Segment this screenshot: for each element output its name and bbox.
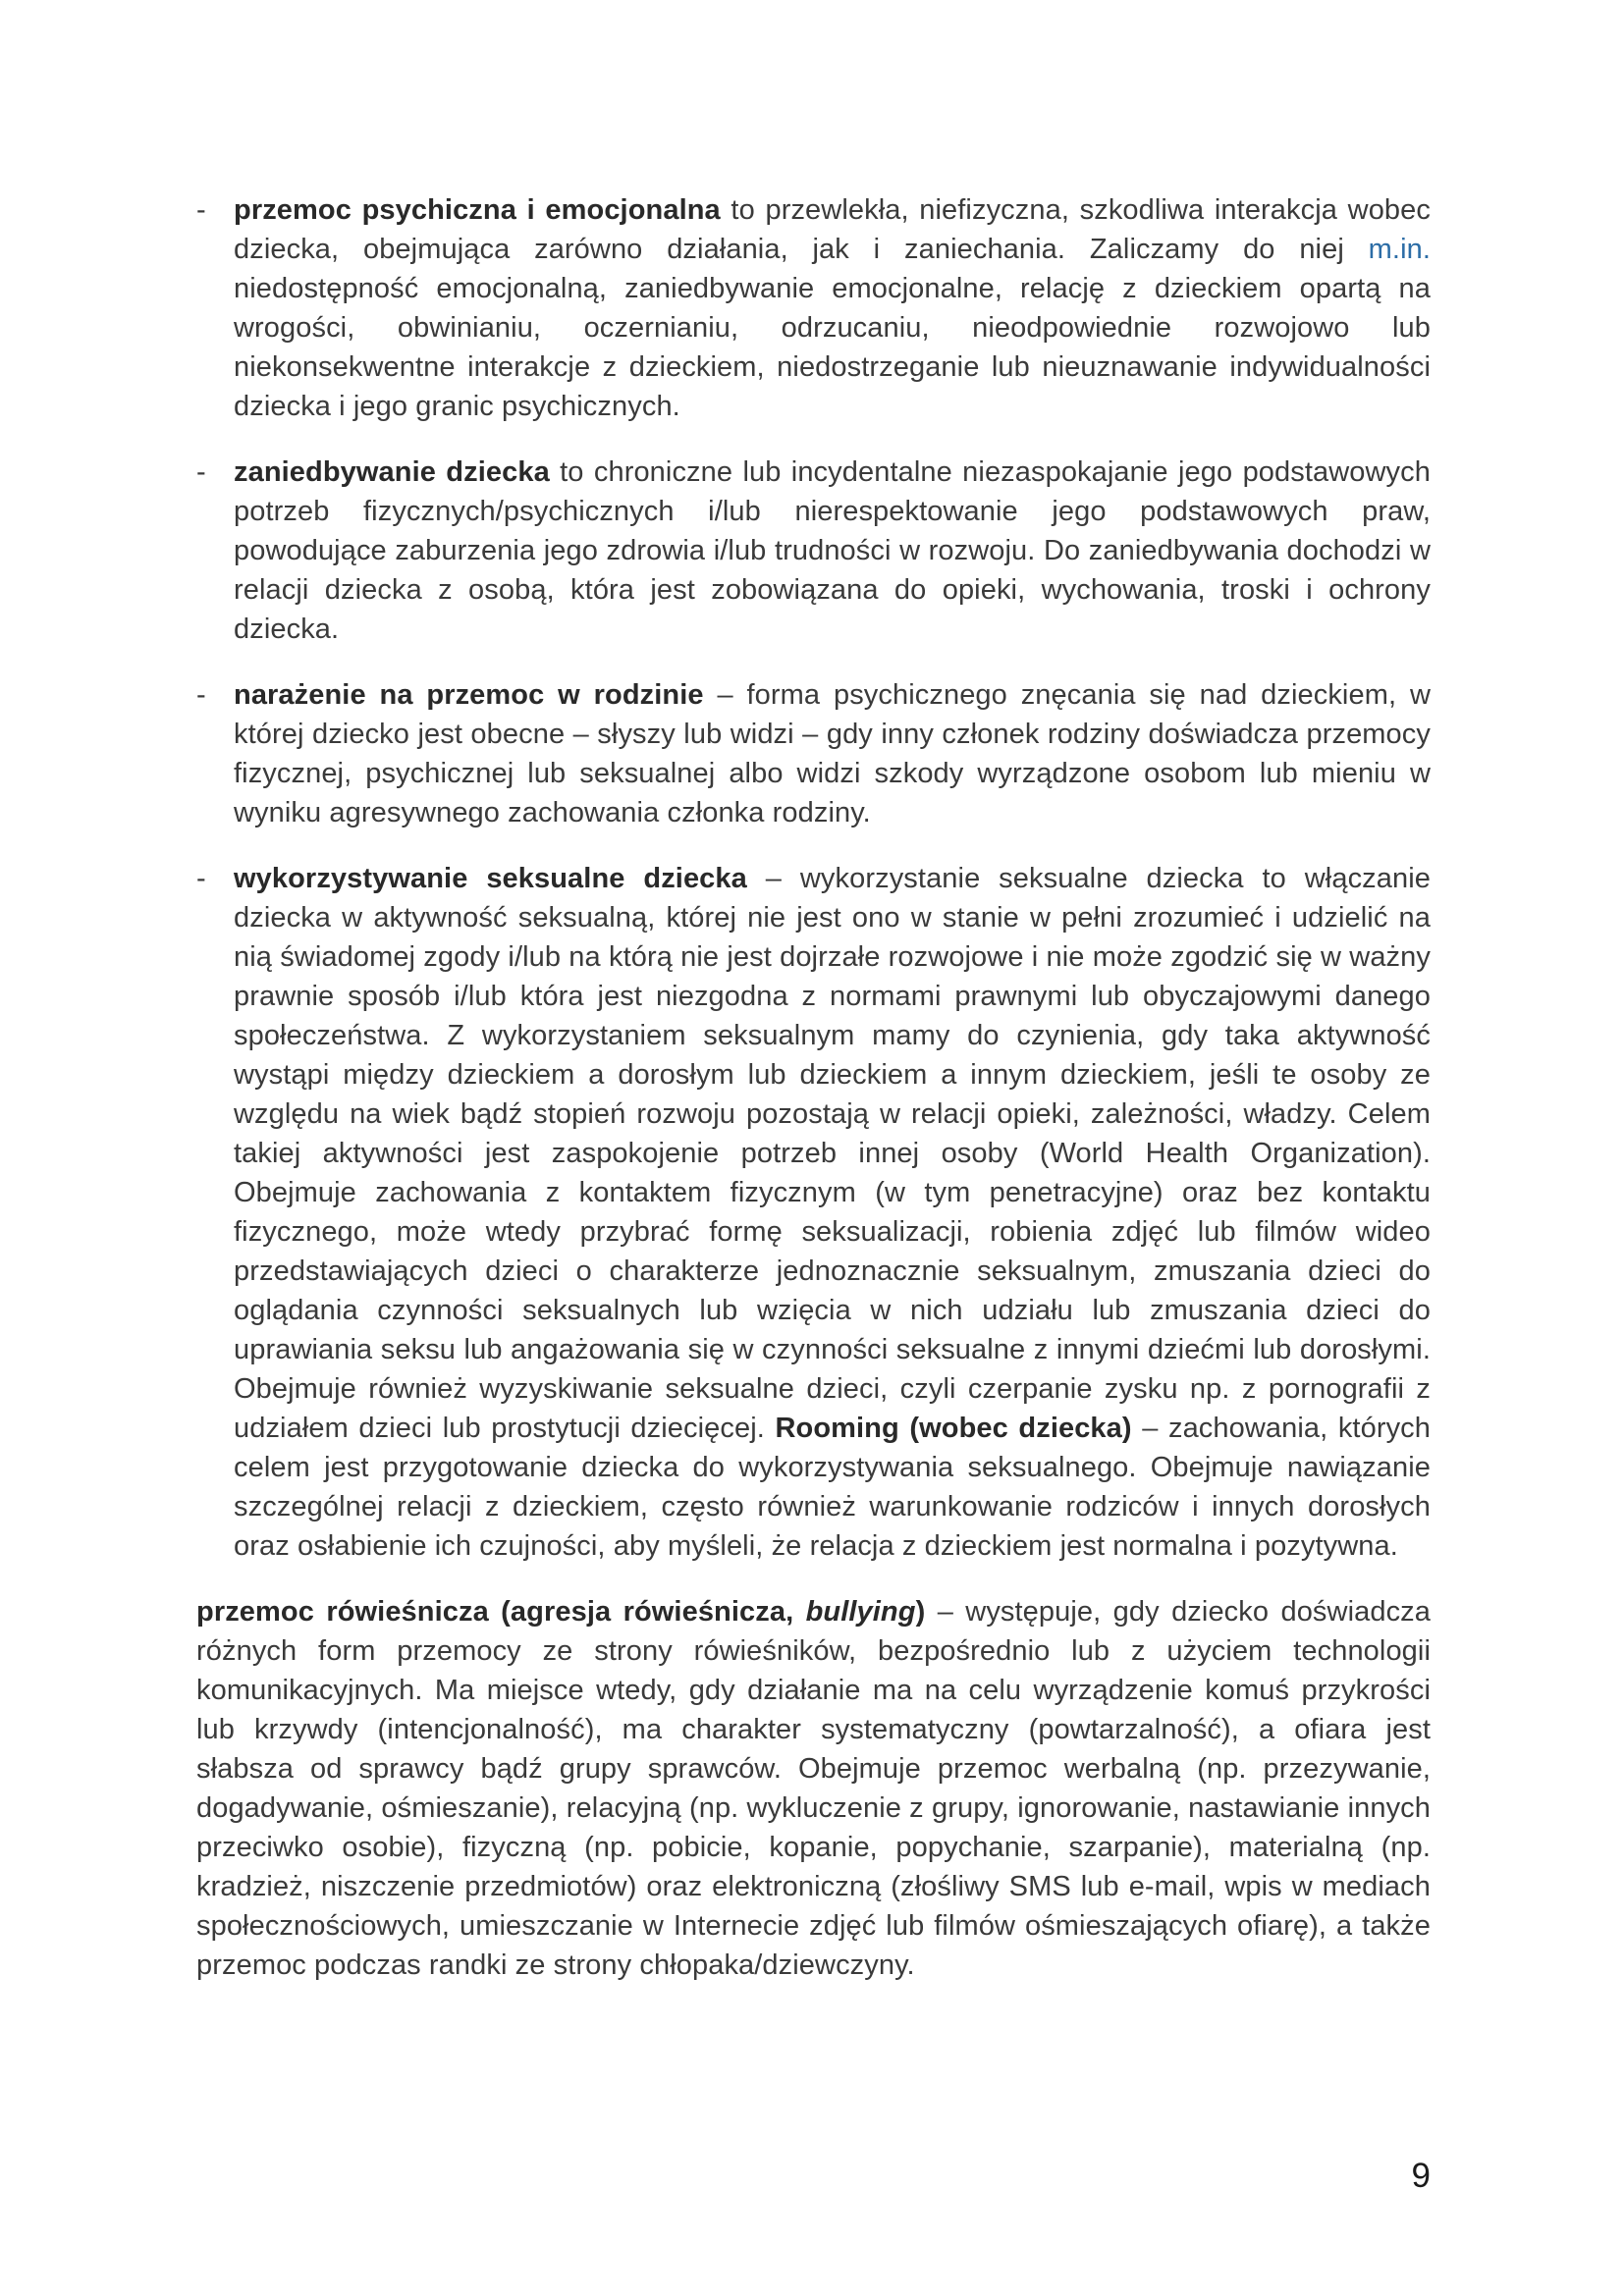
body-text: to przewlekła, niefizyczna, szkodliwa interakcja wobec dziecka, obejmująca zarówno działania, jak i zaniechania. Zaliczamy do niej	[234, 194, 1431, 265]
term-bold: )	[915, 1596, 926, 1628]
body-text: – występuje, gdy dziecko doświadcza różnych form przemocy ze strony rówieśników, bezpośrednio lub z użyciem technologii komunikacyjnych. Ma miejsce wtedy, gdy działanie ma na celu wyrządzenie komuś przykrości lub krzywdy (intencjonalność), ma charakter systematyczny (powtarzalność), a ofiara jest słabsza od sprawcy bądź grupy sprawców. Obejmuje przemoc werbalną (np. przezywanie, dogadywanie, ośmieszanie), relacyjną (np. wykluczenie z grupy, ignorowanie, nastawianie innych przeciwko osobie), fizyczną (np. pobicie, kopanie, popychanie, szarpanie), materialną (np. kradzież, niszczenie przedmiotów) oraz elektroniczną (złośliwy SMS lub e-mail, wpis w mediach społecznościowych, umieszczanie w Internecie zdjęć lub filmów ośmieszających ofiarę), a także przemoc podczas randki ze strony chłopaka/dziewczyny.	[196, 1596, 1431, 1981]
bullet-item-przemoc-psychiczna	[196, 190, 1431, 426]
term-bold: wykorzystywanie seksualne dziecka	[234, 863, 747, 894]
body-text: – forma psychicznego znęcania się nad dzieckiem, w której dziecko jest obecne – słyszy lub widzi – gdy inny członek rodziny doświadcza przemocy fizycznej, psychicznej lub seksualnej albo widzi szkody wyrządzone osobom lub mieniu w wyniku agresywnego zachowania członka rodziny.	[234, 679, 1431, 828]
bullet-dash: -	[196, 456, 206, 488]
bullet-item-narazenie-na-przemoc	[196, 675, 1431, 832]
term-bold-italic-bullying: bullying	[805, 1596, 916, 1628]
body-text: niedostępność emocjonalną, zaniedbywanie emocjonalne, relację z dzieckiem opartą na wrogości, obwinianiu, oczernianiu, odrzucaniu, nieodpowiednie rozwojowo lub niekonsekwentne interakcje z dzieckiem, niedostrzeganie lub nieuznawanie indywidualności dziecka i jego granic psychicznych.	[234, 273, 1431, 422]
paragraph-przemoc-rowiesnicza	[196, 1592, 1431, 1985]
body-text: – wykorzystanie seksualne dziecka to włączanie dziecka w aktywność seksualną, której nie jest ono w stanie w pełni zrozumieć i udzielić na nią świadomej zgody i/lub na którą nie jest dojrzałe rozwojowe i nie może zgodzić się w ważny prawnie sposób i/lub która jest niezgodna z normami prawnymi lub obyczajowymi danego społeczeństwa. Z wykorzystaniem seksualnym mamy do czynienia, gdy taka aktywność wystąpi między dzieckiem a dorosłym lub dzieckiem a innym dzieckiem, jeśli te osoby ze względu na wiek bądź stopień rozwoju pozostają w relacji opieki, zależności, władzy. Celem takiej aktywności jest zaspokojenie potrzeb innej osoby (World Health Organization). Obejmuje zachowania z kontaktem fizycznym (w tym penetracyjne) oraz bez kontaktu fizycznego, może wtedy przybrać formę seksualizacji, robienia zdjęć lub filmów wideo przedstawiających dzieci o charakterze jednoznacznie seksualnym, zmuszania dzieci do oglądania czynności seksualnych lub wzięcia w nich udziału lub zmuszania dzieci do uprawiania seksu lub angażowania się w czynności seksualne z innymi dziećmi lub dorosłymi. Obejmuje również wyzyskiwanie seksualne dzieci, czyli czerpanie zysku np. z pornografii z udziałem dzieci lub prostytucji dziecięcej.	[234, 863, 1431, 1444]
bullet-item-wykorzystywanie-seksualne	[196, 859, 1431, 1566]
body-text: – zachowania, których celem jest przygotowanie dziecka do wykorzystywania seksualnego. Obejmuje nawiązanie szczególnej relacji z dzieckiem, często również warunkowanie rodziców i innych dorosłych oraz osłabienie ich czujności, aby myśleli, że relacja z dzieckiem jest normalna i pozytywna.	[234, 1413, 1432, 1562]
term-bold: zaniedbywanie dziecka	[234, 456, 550, 488]
term-bold-rooming: Rooming (wobec dziecka)	[775, 1413, 1132, 1444]
body-text: to chroniczne lub incydentalne niezaspokajanie jego podstawowych potrzeb fizycznych/psychicznych i/lub nierespektowanie jego podstawowych praw, powodujące zaburzenia jego zdrowia i/lub trudności w rozwoju. Do zaniedbywania dochodzi w relacji dziecka z osobą, która jest zobowiązana do opieki, wychowania, troski i ochrony dziecka.	[234, 456, 1431, 645]
inline-link-min[interactable]: m.in.	[1368, 234, 1431, 265]
bullet-item-zaniedbywanie-dziecka	[196, 453, 1431, 649]
page-content	[196, 190, 1431, 2011]
bullet-dash: -	[196, 863, 206, 894]
bullet-dash: -	[196, 679, 206, 711]
bullet-dash: -	[196, 194, 206, 226]
term-bold: przemoc rówieśnicza (agresja rówieśnicza,	[196, 1596, 806, 1628]
page-number: 9	[1411, 2157, 1431, 2195]
term-bold: narażenie na przemoc w rodzinie	[234, 679, 704, 711]
term-bold: przemoc psychiczna i emocjonalna	[234, 194, 721, 226]
